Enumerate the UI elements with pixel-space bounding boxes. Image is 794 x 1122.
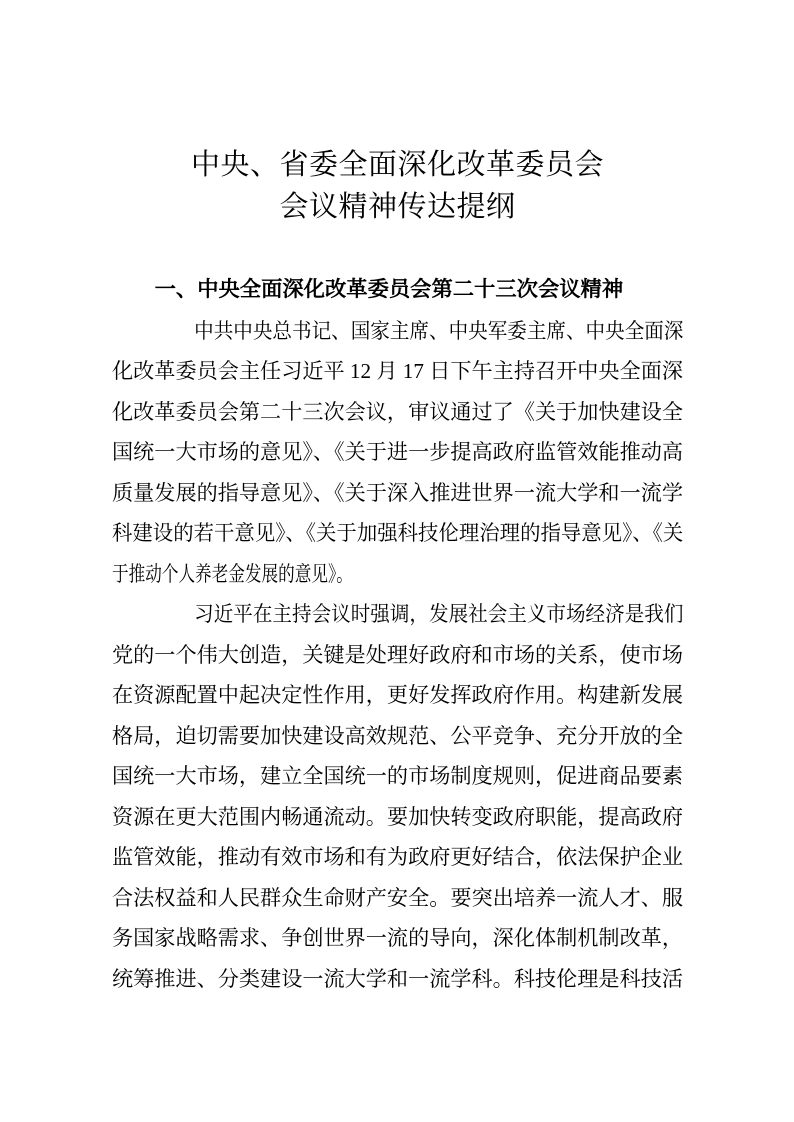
compressed-text: 于推动个人养老金发展的意见》。	[112, 561, 353, 586]
text-line: 合法权益和人民群众生命财产安全。要突出培养一流人才、服	[112, 885, 684, 910]
text-line: 统筹推进、分类建设一流大学和一流学科。科技伦理是科技活	[112, 966, 684, 991]
text-line: 在资源配置中起决定性作用，更好发挥政府作用。构建新发展	[112, 683, 684, 707]
text-line: 党的一个伟大创造，关键是处理好政府和市场的关系，使市场	[112, 642, 684, 667]
text-line: 质量发展的指导意见》、《关于深入推进世界一流大学和一流学	[112, 480, 684, 505]
text-line: 国统一大市场的意见》、《关于进一步提高政府监管效能推动高	[112, 440, 684, 464]
text-line: 务国家战略需求、争创世界一流的导向，深化体制机制改革，	[112, 926, 684, 950]
text-line: 监管效能，推动有效市场和有为政府更好结合，依法保护企业	[112, 845, 684, 869]
section-heading: 一、中央全面深化改革委员会第二十三次会议精神	[154, 277, 624, 302]
document-title	[112, 144, 683, 228]
text-line: 资源在更大范围内畅通流动。要加快转变政府职能，提高政府	[112, 804, 684, 829]
text-line: 化改革委员会主任习近平 12 月 17 日下午主持召开中央全面深	[112, 359, 684, 383]
paragraph	[112, 311, 683, 595]
text-line: 格局，迫切需要加快建设高效规范、公平竞争、充分开放的全	[112, 723, 684, 748]
document-body	[112, 270, 683, 999]
text-line: 化改革委员会第二十三次会议，审议通过了《关于加快建设全	[112, 399, 684, 424]
text-line: 中共中央总书记、国家主席、中央军委主席、中央全面深	[193, 318, 684, 343]
title-line-2: 会议精神传达提纲	[279, 191, 516, 223]
title-line-1: 中央、省委全面深化改革委员会	[190, 149, 604, 181]
text-line: 国统一大市场，建立全国统一的市场制度规则，促进商品要素	[112, 764, 684, 788]
paragraph	[112, 594, 683, 999]
paragraphs-container	[112, 311, 683, 1000]
text-line: 习近平在主持会议时强调，发展社会主义市场经济是我们	[193, 602, 684, 626]
text-line: 科建设的若干意见》、《关于加强科技伦理治理的指导意见》、《关	[112, 521, 684, 545]
text-line	[112, 554, 683, 595]
